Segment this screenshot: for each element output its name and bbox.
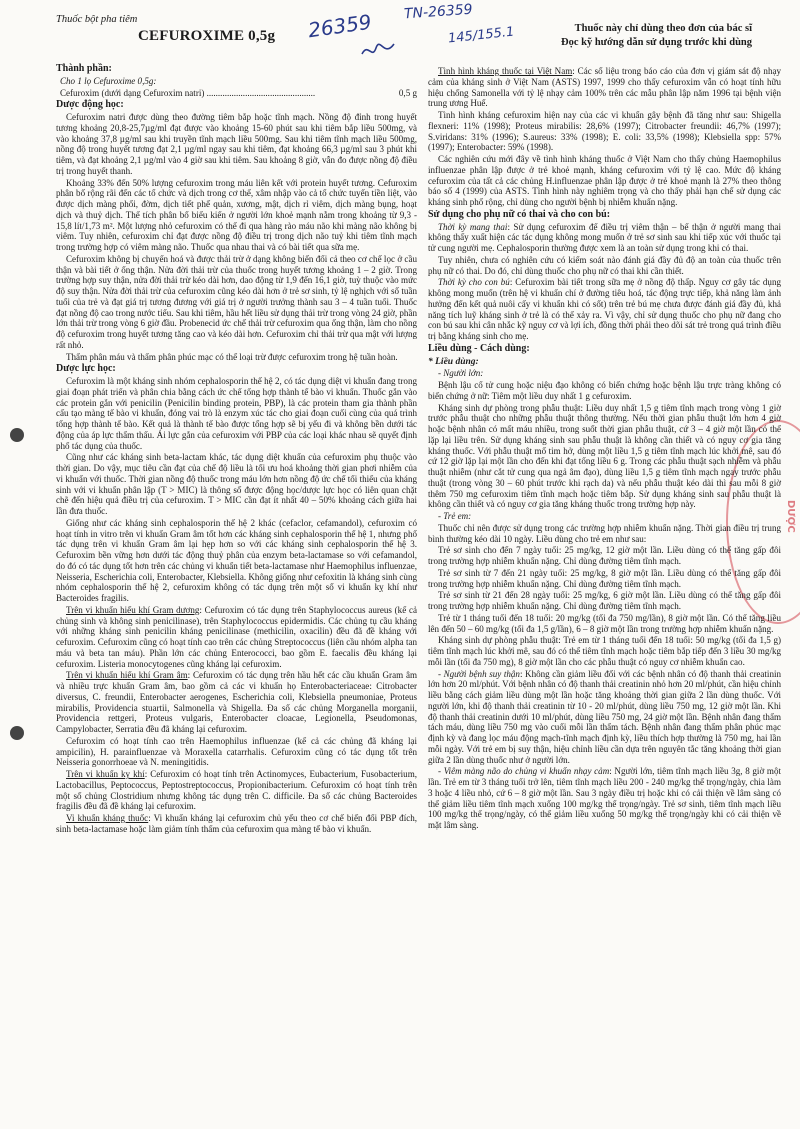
- paragraph: Thuốc chỉ nên được sử dụng trong các trường hợp nhiễm khuẩn nặng. Thời gian điều trị trung bình thường kéo dài 10 ngày. Liều dùng cho trẻ em như sau:: [428, 522, 781, 544]
- composition-item: Cefuroxim (dưới dạng Cefuroxim natri) ................................................: [60, 87, 316, 98]
- dosage-heading: Liều dùng - Cách dùng:: [428, 342, 530, 354]
- paragraph: Trẻ từ 1 tháng tuổi đến 18 tuổi: 20 mg/kg (tối đa 750 mg/lần), 8 giờ một lần. Có thể tăng liều lên đến 50 – 60 mg/kg (tối đa 1,5 g/lần), 6 – 8 giờ một lần trong trường hợp nhiễm khuẩn nặng.: [428, 612, 781, 634]
- meningitis-text: : Người lớn, tiêm tĩnh mạch liều 3g, 8 giờ một lần. Trẻ em từ 3 tháng tuổi trở lên, tiêm tĩnh mạch liều 200 - 240 mg/kg thể trọng/ngày, chia làm 3 hoặc 4 liều nhỏ, cứ 6 – 8 giờ một lần. Sau 3 ngày điều trị hoặc khi có cải thiện về lâm sàng có thể giảm liều tiêm tĩnh mạch xuống 100 mg/kg thể trọng/ngày. Trẻ sơ sinh, tiêm tĩnh mạch liều 100 mg/kg thể trọng/ngày, có thể giảm liều xuống 50 mg/kg thể trọng/ngày khi có cải thiện về mặt lâm sàng.: [428, 766, 781, 830]
- paragraph: Cefuroxim là một kháng sinh nhóm cephalosporin thế hệ 2, có tác dụng diệt vi khuẩn đang trong giai đoạn phát triển và phân chia bằng cách ức chế tổng hợp thành tế bào vi khuẩn. Thuốc gắn vào các protein gắn với penicilin (Penicilin binding protein, PBP), là các protein tham gia thành phần cấu tạo màng tế bào vi khuẩn, đóng vai trò là enzym xúc tác cho giai đoạn cuối cùng của quá trình tổng hợp thành tế bào. Kết quả là thành tế bào được tổng hợp sẽ bị yếu đi và không bền dưới tác động của áp lực thẩm thấu. Ái lực gắn của cefuroxim với PBP của các loại khác nhau sẽ quyết định phổ tác dụng của thuốc.: [56, 376, 417, 451]
- handwritten-number: 26359: [306, 9, 373, 43]
- dosage-form: Thuốc bột pha tiêm: [56, 14, 138, 25]
- gram-negative-text: : Cefuroxim có tác dụng trên hầu hết các cầu khuẩn Gram âm và nhiều trực khuẩn Gram âm, bao gồm cả các vi khuẩn họ Enterobacteriaceae: Citrobacter diversus, C. freundii, Enterobacter aerogenes, Escherichia coli, Klebsiella pneumoniae, Proteus mirabilis, Providencia stuartii, Salmonella và Shigella. Đa số các chủng Morganella morganii, Providencia rettgeri, Proteus vulgaris, Enterobacter cloacae, Legionella, Pseudomonas, Campylobacter, Serratia đều đã kháng lại cefuroxim.: [56, 670, 417, 734]
- paragraph: [56, 670, 417, 735]
- paragraph: Trẻ sơ sinh cho đến 7 ngày tuổi: 25 mg/kg, 12 giờ một lần. Liều dùng có thể tăng gấp đôi trong trường hợp nhiễm khuẩn nặng. Chỉ dùng đường tiêm tĩnh mạch.: [428, 545, 781, 566]
- pharmacokinetics-heading: Dược động học:: [56, 99, 124, 111]
- paragraph: Cefuroxim có hoạt tính cao trên Haemophilus influenzae (kể cả các chủng đã kháng lại ampicilin), H. parainfluenzae và Moraxella catarrhalis. Cefuroxim cũng có tác dụng tốt trên Neisseria gonorrhoeae và N. meningitidis.: [56, 735, 417, 768]
- paragraph: [428, 66, 781, 109]
- gram-positive-label: Trên vi khuẩn hiếu khí Gram dương: [66, 604, 200, 615]
- paragraph: Cũng như các kháng sinh beta-lactam khác, tác dụng diệt khuẩn của cefuroxim phụ thuộc vào thời gian. Do vậy, mục tiêu cần đạt của chế độ liều là tối ưu hoá khoảng thời gian phơi nhiễm của vi khuẩn với thuốc. Thời gian nồng độ thuốc trong máu lớn hơn nồng độ ức chế tối thiểu của kháng sinh với vi khuẩn phân lập (T > MIC) là thông số được động học/dược lực học có liên quan chặt chẽ đến hiệu quả điều trị của cefuroxim. T > MIC cần đạt ít nhất 40 – 50% khoảng cách giữa hai lần đưa thuốc.: [56, 452, 417, 516]
- meningitis-label: - Viêm màng não do chủng vi khuẩn nhạy cảm: [438, 766, 610, 777]
- prescription-line: Thuốc này chỉ dùng theo đơn của bác sĩ: [574, 23, 752, 34]
- paragraph: Bệnh lậu cổ tử cung hoặc niệu đạo không có biến chứng hoặc bệnh lậu trực tràng không có biến chứng ở nữ: Tiêm một liều duy nhất 1 g cefuroxim.: [428, 380, 781, 401]
- children-label: - Trẻ em:: [438, 511, 472, 521]
- composition-amount: 0,5 g: [398, 87, 417, 98]
- paragraph: Các nghiên cứu mới đây về tình hình kháng thuốc ở Việt Nam cho thấy chủng Haemophilus influenzae phân lập được ở trẻ khoẻ mạnh, kháng cefuroxim với tỷ lệ cao. Mức độ kháng cefuroxim của tất cả các chủng H.influenzae phân lập được ở trẻ khoẻ mạnh là 27% theo thông báo số 4 (1999) của ASTS. Tình hình này nghiêm trọng và cho thấy phải hạn chế sử dụng các kháng sinh phổ rộng, chỉ dùng cho người bệnh bị nhiễm khuẩn nặng.: [428, 154, 781, 207]
- composition-row: [56, 88, 417, 99]
- anaerobes-text: : Cefuroxim có hoạt tính trên Actinomyces, Eubacterium, Fusobacterium, Lactobacillus, Peptococcus, Peptostreptococcus, Propionibacterium. Cefuroxim có hoạt tính trên một số chủng Clostridium nhưng không tác dụng trên C. difficile. Đa số các chủng Bacteroides fragilis đều đã đề kháng lại cefuroxim.: [56, 769, 417, 812]
- paragraph: Cefuroxim natri được dùng theo đường tiêm bắp hoặc tĩnh mạch. Nồng độ đỉnh trong huyết tương khoảng 20,8-25,7µg/ml đạt được vào khoảng 15-60 phút sau khi tiêm bắp liều 500mg, và vào khoảng 37,8 µg/ml sau khi truyền tĩnh mạch liều 500mg. Sau khi tiêm tĩnh mạch liều 500mg, nồng độ trong huyết tương đạt 2,1 µg/ml ngay sau khi tiêm, đạt khoảng 66,3 µg/ml sau 3 phút khi tiêm, và đạt khoảng 2,1 µg/ml vào 4 giờ sau khi tiêm. Sau khoảng 8 giờ, vẫn đo được nồng độ điều trị trong huyết thanh.: [56, 112, 417, 176]
- paragraph: Tình hình kháng cefuroxim hiện nay của các vi khuẩn gây bệnh đã tăng như sau: Shigella flexneri: 11% (1998); Proteus mirabilis: 28,6% (1997); Citrobacter freundii: 46,7% (1997); S.viridans: 31% (1996); S.aureus: 33% (1998); E. coli: 33,5% (1998); Klebsiella spp: 57% (1997); Enterobacter: 59% (1998).: [428, 110, 781, 153]
- paragraph: Thẩm phân máu và thẩm phân phúc mạc có thể loại trừ được cefuroxim trong hệ tuần hoàn.: [66, 351, 398, 362]
- paragraph: [428, 222, 781, 254]
- resistance-mechanism-text: : Vi khuẩn kháng lại cefuroxim chủ yếu theo cơ chế biến đổi PBP đích, sinh beta-lactamase hoặc làm giảm tính thấm của cefuroxim qua màng tế bào vi khuẩn.: [56, 813, 418, 834]
- signature-mark: [360, 40, 396, 62]
- adult-label: - Người lớn:: [438, 368, 484, 379]
- right-column: [428, 66, 781, 832]
- handwritten-fraction: 145/155.1: [447, 24, 516, 47]
- anaerobes-label: Trên vi khuẩn kỵ khí: [66, 769, 145, 779]
- dosage-subheading: * Liều dùng:: [428, 356, 479, 367]
- composition-heading: Thành phần:: [56, 63, 112, 74]
- paragraph: [56, 605, 417, 670]
- resistance-vn-text: : Các số liệu trong báo cáo của đơn vị giám sát độ nhạy cảm của kháng sinh ở Việt Nam (ASTS) 1997, 1999 cho thấy cefuroxim vẫn có hoạt tính hữu hiệu chống Samonella với tỷ lệ nhạy cảm 100% trên các mẫu phân lập năm 1996 tại bệnh viện trung ương Huế.: [428, 66, 782, 109]
- pregnancy-text: : Sử dụng cefuroxim để điều trị viêm thận – bể thận ở người mang thai không thấy xuất hiện các tác dụng không mong muốn ở trẻ sơ sinh sau khi tiếp xúc với thuốc tại tử cung người mẹ. Cephalosporin thường được xem là an toàn sử dụng trong khi có thai.: [428, 221, 782, 253]
- paragraph: Kháng sinh dự phòng trong phẫu thuật: Liều duy nhất 1,5 g tiêm tĩnh mạch trong vòng 1 giờ trước phẫu thuật cho những phẫu thuật thông thường. Nếu thời gian phẫu thuật lớn hơn 4 giờ hoặc bệnh nhân có mất máu nhiều, trong suốt thời gian phẫu thuật, cứ 3 – 4 giờ một lần có thể lặp lại liều trên. Sử dụng kháng sinh sau phẫu thuật là không cần thiết và có nguy cơ gia tăng kháng thuốc. Với phẫu thuật mổ tim hở, dùng một liều 1,5 g tiêm tĩnh mạch lúc khởi mê, sau đó cứ 12 giờ lặp lại một lần cho đến khi đạt tổng liều 6 g. Trong các phẫu thuật sạch nhiễm và phẫu thuật nhiễm (như cắt tử cung qua ngả âm đạo), dùng liều 1,5 g tiêm tĩnh mạch ngay trước phẫu thuật (trong vòng 30 – 60 phút trước khi rạch da) và nếu phẫu thuật kéo dài thì sau mỗi 8 giờ thêm 750 mg cefuroxim tiêm tĩnh mạch hoặc tiêm bắp. Sử dụng kháng sinh sau phẫu thuật là không cần thiết và có nguy cơ gia tăng kháng thuốc trong trường hợp này.: [428, 402, 781, 510]
- paragraph: Tuy nhiên, chưa có nghiên cứu có kiểm soát nào đánh giá đầy đủ độ an toàn của thuốc trên phụ nữ có thai. Do đó, chỉ dùng thuốc cho phụ nữ có thai khi cần thiết.: [428, 254, 781, 276]
- product-name: CEFUROXIME 0,5g: [138, 28, 276, 44]
- stamp-lettering: DƯỢC: [785, 500, 796, 533]
- paragraph: [428, 669, 781, 766]
- lactation-label: Thời kỳ cho con bú: [438, 277, 510, 288]
- paragraph: Giống như các kháng sinh cephalosporin thế hệ 2 khác (cefaclor, cefamandol), cefuroxim có hoạt tính in vitro trên vi khuẩn Gram âm tốt hơn các kháng sinh cephalosporin thế hệ 1, nhưng phổ tác dụng trên vi khuẩn Gram âm lại hẹp hơn so với các kháng sinh cephalosporin thế hệ 3. Cefuroxim bền vững hơn dưới tác động thuỷ phân của enzym beta-lactamase so với cefamandol, do đó có tác dụng tốt hơn trên các chủng vi khuẩn tiết beta-lactamase như Haemophilus influenzae, Neisseria, Escherichia coli, Enterobacter, Klebsiella. Không giống như cefoxitin là kháng sinh cùng nhóm cephalosporin thế hệ 2, cefuroxim không có tác dụng trên một số vi khuẩn kỵ khí như Bacteroides fragilis.: [56, 517, 417, 603]
- renal-text: : Không cần giảm liều đối với các bệnh nhân có độ thanh thải creatinin lớn hơn 20 ml/phút. Với bệnh nhân có độ thanh thải creatinin nhỏ hơn 20 ml/phút, cần hiệu chỉnh liều bằng cách giảm liều dùng một lần hoặc tăng khoảng thời gian giữa 2 lần dùng thuốc. Với người lớn, khi độ thanh thải creatinin từ 10 - 20 ml/phút, dùng liều 750 mg, 12 giờ một lần. Khi độ thanh thải creatinin dưới 10 ml/phút, dùng liều 750 mg, 24 giờ một lần. Bệnh nhân đang thẩm tách máu, dùng liều 750 mg vào cuối mỗi lần thẩm tách. Bệnh nhân đang thẩm phân phúc mạc định kỳ và đang lọc máu động mạch-tĩnh mạch định kỳ, liều thích hợp thường là 750 mg, hai lần mỗi ngày. Với trẻ em bị suy thận, hiệu chỉnh liều cần dựa trên nguyên tắc tăng khoảng thời gian giữa 2 lần dùng thuốc như ở người lớn.: [428, 668, 782, 765]
- paragraph: Khoảng 33% đến 50% lượng cefuroxim trong máu liên kết với protein huyết tương. Cefuroxim phân bố rộng rãi đến các tổ chức và dịch trong cơ thể, xâm nhập vào cả tổ chức tuyến tiền liệt, vào được dịch màng phổi, đờm, dịch tiết phế quản, xương, mật, dịch rỉ viêm, dịch màng bụng, hoạt dịch và thuỷ dịch. Thể tích phân bố biểu kiến ở người lớn khoẻ mạnh nằm trong khoảng từ 9,3 - 15,8 lít/1,73 m². Một lượng nhỏ cefuroxim có thể đi qua hàng rào máu não khi màng não không bị viêm. Tuy nhiên, cefuroxim chỉ đạt được nồng độ điều trị trong dịch não tuỷ khi tiêm tĩnh mạch trong trường hợp có viêm màng não. Thuốc qua nhau thai và có bài tiết qua sữa mẹ.: [56, 177, 417, 252]
- pharmacodynamics-heading: Dược lực học:: [56, 363, 116, 375]
- paragraph: Trẻ sơ sinh từ 7 đến 21 ngày tuổi: 25 mg/kg, 8 giờ một lần. Liều dùng có thể tăng gấp đôi trong trường hợp nhiễm khuẩn nặng. Chỉ dùng đường tiêm tĩnh mạch.: [428, 567, 781, 589]
- prescription-warning: [561, 22, 752, 50]
- left-column: [56, 62, 417, 836]
- punch-hole: [10, 428, 24, 442]
- paragraph: Trẻ sơ sinh từ 21 đến 28 ngày tuổi: 25 mg/kg, 6 giờ một lần. Liều dùng có thể tăng gấp đôi trong trường hợp nhiễm khuẩn nặng. Chỉ dùng đường tiêm tĩnh mạch.: [428, 590, 781, 611]
- paragraph: Kháng sinh dự phòng phẫu thuật: Trẻ em từ 1 tháng tuổi đến 18 tuổi: 50 mg/kg (tối đa 1,5 g) tiêm tĩnh mạch lúc khởi mê, sau đó có thể tiêm tĩnh mạch hoặc tiêm bắp tiếp đến 3 liều 30 mg/kg mỗi lần (tối đa 750 mg), 8 giờ một lần cho các phẫu thuật có nguy cơ nhiễm khuẩn cao.: [428, 635, 781, 667]
- resistance-vn-label: Tình hình kháng thuốc tại Việt Nam: [438, 66, 573, 76]
- paragraph: [428, 766, 781, 831]
- composition-for: Cho 1 lọ Cefuroxime 0,5g:: [60, 75, 157, 86]
- lactation-text: : Cefuroxim bài tiết trong sữa mẹ ở nồng độ thấp. Nguy cơ gây tác dụng không mong muốn (trên hệ vi khuẩn chí ở đường tiêu hoá, tác động trực tiếp, khả năng làm ảnh hưởng đến kết quả nuôi cấy vi khuẩn khi có sốt) trên trẻ bú mẹ chưa được đánh giá đầy đủ, khả năng tích luỹ kháng sinh ở trẻ là có thể xảy ra. Vì vậy, chỉ sử dụng thuốc cho phụ nữ đang cho con bú sau khi cân nhắc kỹ nguy cơ và lợi ích, đồng thời phải theo dõi sát trẻ trong quá trình điều trị bằng kháng sinh cho mẹ.: [428, 277, 781, 341]
- paragraph: [56, 769, 417, 812]
- resistance-mechanism-label: Vi khuẩn kháng thuốc: [66, 813, 149, 823]
- punch-hole: [10, 726, 24, 740]
- paragraph: [56, 813, 417, 835]
- paragraph: Cefuroxim không bị chuyển hoá và được thải trừ ở dạng không biến đổi cả theo cơ chế lọc ở cầu thận và bài tiết ở ống thận. Nửa đời thải trừ của thuốc trong huyết tương khoảng 1 – 2 giờ. Trong trường hợp suy thận, nửa đời thải trừ kéo dài hơn, dao động từ 1,9 đến 16,1 giờ, tuỳ thuộc vào mức độ suy thận. Nửa đời thải trừ của cefuroxim cũng kéo dài hơn ở trẻ sơ sinh, tỷ lệ nghịch với số tuần tuổi của trẻ và đạt giá trị tương đương với giá trị ở người trưởng thành sau 3 – 4 tuần tuổi. Thuốc đạt nồng độ cao trong nước tiểu. Sau khi tiêm, hầu hết liều sử dụng thải trừ trong vòng 24 giờ, phần lớn thải trừ trong vòng 6 giờ đầu. Probenecid ức chế thải trừ cefuroxim qua ống thận, làm cho nồng độ cefuroxim trong huyết tương tăng cao và kéo dài hơn. Cefuroxim chỉ thải trừ qua mật với lượng rất nhỏ.: [56, 253, 417, 350]
- pregnancy-label: Thời kỳ mang thai: [438, 221, 508, 232]
- paragraph: [428, 277, 781, 342]
- handwritten-code: TN-26359: [403, 1, 474, 23]
- pregnancy-heading: Sử dụng cho phụ nữ có thai và cho con bú:: [428, 208, 611, 220]
- gram-positive-text: : Cefuroxim có tác dụng trên Staphylococcus aureus (kể cả chủng sinh và không sinh penicilinase), trên Staphylococcus epidermidis. Các chủng tụ cầu kháng với những kháng sinh penicilin kháng penicilinase (methicilin, oxacilin) đều đã đề kháng với cefuroxim. Cefuroxim cũng có hoạt tính cao trên các chủng Streptococcus (liên cầu nhóm alpha tan máu và beta tan máu). Phần lớn các chủng Enterococci, bao gồm E. faecalis đều kháng lại cefuroxim. Listeria monocytogenes cũng kháng lại cefuroxim.: [56, 604, 417, 669]
- renal-label: - Người bệnh suy thận: [438, 668, 520, 679]
- gram-negative-label: Trên vi khuẩn hiếu khí Gram âm: [66, 670, 188, 681]
- read-instructions-line: Đọc kỹ hướng dẫn sử dụng trước khi dùng: [560, 37, 752, 48]
